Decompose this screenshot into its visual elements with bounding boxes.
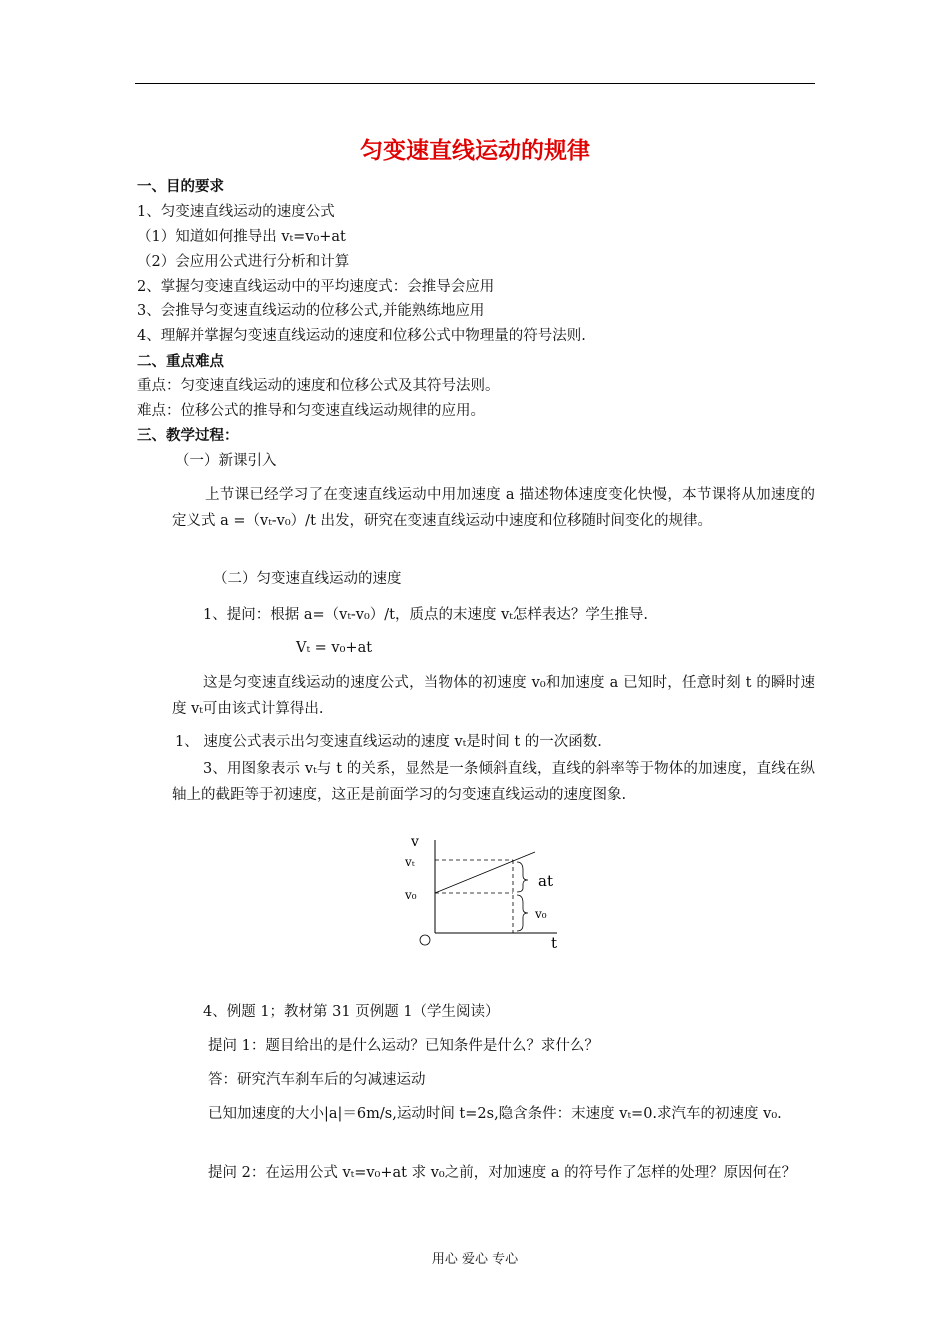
list-item: （1）知道如何推导出 vₜ=v₀+at: [137, 229, 346, 245]
header-rule: [135, 83, 815, 84]
question-ask-2: 提问 2：在运用公式 vₜ=v₀+at 求 v₀之前，对加速度 a 的符号作了怎样的处理？原因何在？: [208, 1165, 797, 1181]
intro-paragraph: 上节课已经学习了在变速直线运动中用加速度 a 描述物体速度变化快慢，本节课将从加速度的定义式 a =（vₜ-v₀）/t 出发，研究在变速直线运动中速度和位移随时间变化的规律。: [172, 487, 815, 529]
v0-label: v₀: [405, 888, 417, 902]
known-conditions: 已知加速度的大小|a|＝6m/s,运动时间 t=2s,隐含条件：末速度 vₜ=0.求汽车的初速度 v₀.: [208, 1106, 782, 1122]
point-linear-function: 1、 速度公式表示出匀变速直线运动的速度 vₜ是时间 t 的一次函数.: [175, 734, 602, 750]
question-1: 1、提问：根据 a=（vₜ-v₀）/t，质点的末速度 vₜ怎样表达？学生推导.: [203, 607, 648, 623]
formula-explanation: 这是匀变速直线运动的速度公式，当物体的初速度 v₀和加速度 a 已知时，任意时刻 t 的瞬时速度 vₜ可由该式计算得出.: [172, 675, 815, 717]
list-item: 1、匀变速直线运动的速度公式: [137, 204, 335, 220]
t-axis-label: t: [551, 934, 558, 952]
page-footer: 用心 爱心 专心: [431, 1252, 519, 1267]
at-label: at: [538, 872, 553, 890]
page-title: 匀变速直线运动的规律: [360, 138, 590, 164]
at-brace: [517, 862, 528, 892]
list-item: 4、理解并掌握匀变速直线运动的速度和位移公式中物理量的符号法则.: [137, 328, 586, 344]
section-heading-process: 三、教学过程：: [137, 428, 239, 444]
origin-circle: [420, 935, 430, 945]
v0-brace-label: v₀: [535, 907, 547, 921]
example-1: 4、例题 1；教材第 31 页例题 1（学生阅读）: [203, 1004, 500, 1020]
velocity-time-graph: [395, 828, 575, 958]
v0-brace: [517, 895, 528, 931]
velocity-line: [435, 852, 535, 893]
key-point-text: 重点：匀变速直线运动的速度和位移公式及其符号法则。: [137, 378, 500, 394]
point-graph: 3、用图象表示 vₜ与 t 的关系，显然是一条倾斜直线，直线的斜率等于物体的加速度，直线在纵轴上的截距等于初速度，这正是前面学习的匀变速直线运动的速度图象.: [172, 761, 815, 803]
difficulty-text: 难点：位移公式的推导和匀变速直线运动规律的应用。: [137, 403, 485, 419]
answer-1: 答：研究汽车刹车后的匀减速运动: [208, 1072, 426, 1088]
question-ask-1: 提问 1：题目给出的是什么运动？已知条件是什么？求什么？: [208, 1038, 599, 1054]
section-heading-goals: 一、目的要求: [137, 179, 224, 195]
vt-label: vₜ: [405, 855, 415, 869]
velocity-formula: Vₜ = v₀+at: [296, 640, 373, 656]
list-item: 2、掌握匀变速直线运动中的平均速度式：会推导会应用: [137, 279, 495, 295]
section-heading-key-points: 二、重点难点: [137, 354, 224, 370]
list-item: （2）会应用公式进行分析和计算: [137, 254, 350, 270]
subsection-velocity: （二）匀变速直线运动的速度: [213, 571, 402, 587]
list-item: 3、会推导匀变速直线运动的位移公式,并能熟练地应用: [137, 303, 485, 319]
v-axis-label: v: [411, 834, 419, 850]
subsection-intro: （一）新课引入: [175, 453, 277, 469]
